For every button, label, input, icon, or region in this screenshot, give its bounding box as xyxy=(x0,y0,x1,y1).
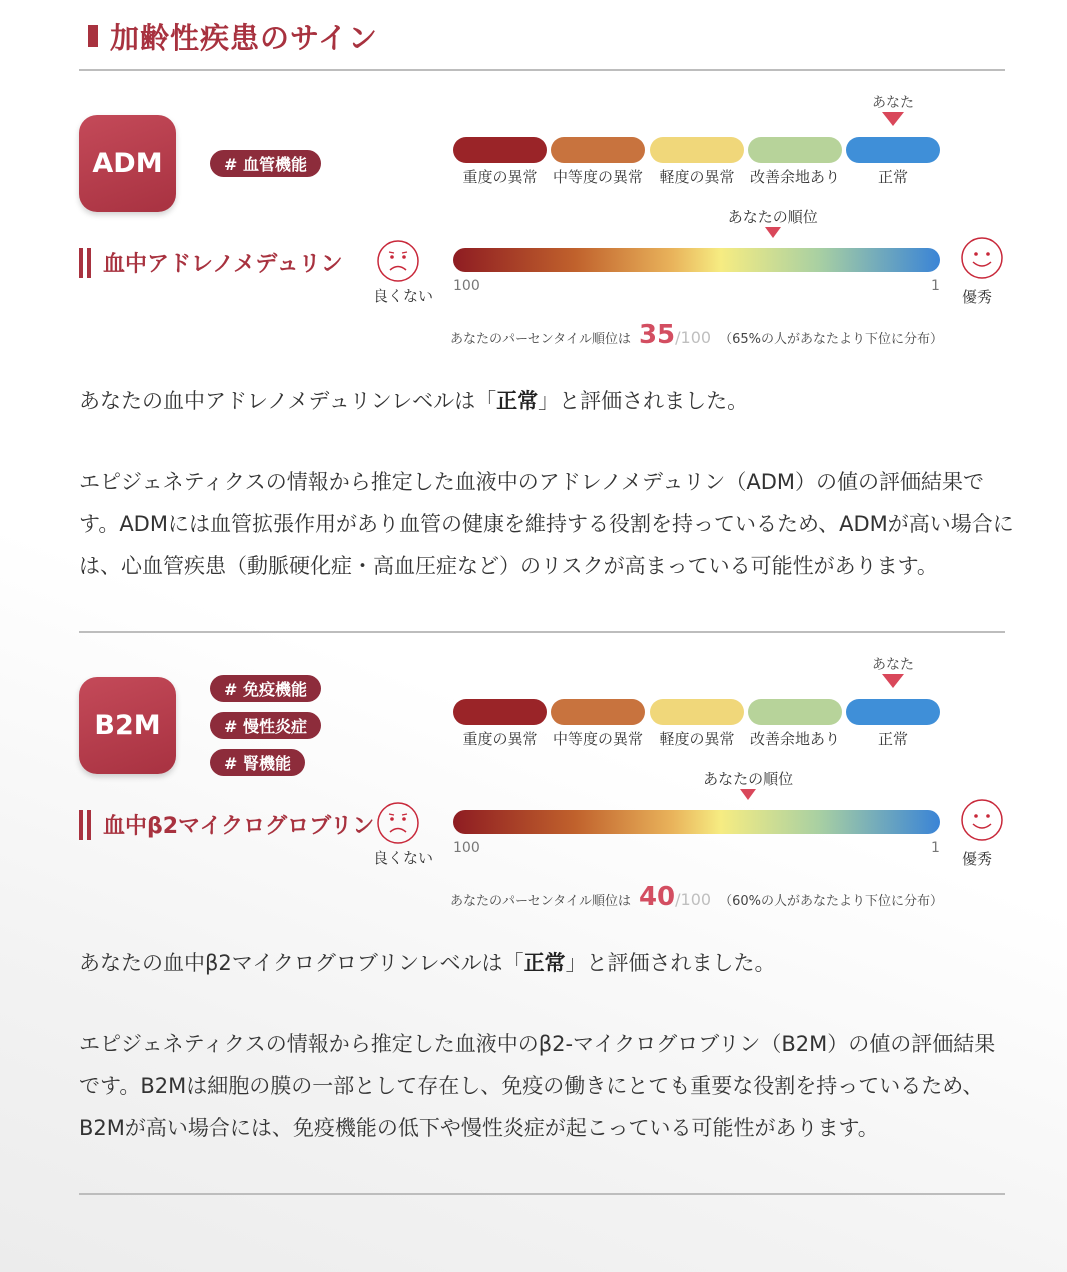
result-line: あなたの血中β2マイクログロブリンレベルは「正常」と評価されました。 xyxy=(79,951,776,975)
percentile-note: （65%の人があなたより下位に分布） xyxy=(719,332,943,347)
bad-label: 良くない xyxy=(373,287,434,305)
rank-label: あなたの順位 xyxy=(727,208,818,226)
you-label: あなた xyxy=(872,657,914,673)
you-pointer-icon xyxy=(882,674,904,688)
marker-name: 血中アドレノメデュリン xyxy=(103,252,343,277)
scale-right-tick: 1 xyxy=(931,278,940,294)
category-pill xyxy=(551,699,645,725)
you-pointer-icon xyxy=(882,112,904,126)
result-value: 正常 xyxy=(496,389,539,413)
sad-face-icon xyxy=(376,801,420,845)
category-pill xyxy=(453,137,547,163)
good-label: 優秀 xyxy=(961,850,992,868)
rank-pointer-icon xyxy=(765,227,781,238)
category-pill xyxy=(650,137,744,163)
result-value: 正常 xyxy=(523,951,566,975)
you-label: あなた xyxy=(872,95,914,111)
divider xyxy=(79,69,1005,71)
marker-description: エピジェネティクスの情報から推定した血液中のβ2-マイクログロブリン（B2M）の値の評価結果です。B2Mは細胞の膜の一部として存在し、免疫の働きにとても重要な役割を持っているため、B2Mが高い場合には、免疫機能の低下や慢性炎症が起こっている可能性があります。 xyxy=(79,1032,996,1140)
smile-face-icon xyxy=(960,236,1004,280)
divider xyxy=(79,631,1005,633)
category-label: 軽度の異常 xyxy=(659,168,735,186)
category-pill xyxy=(748,137,842,163)
category-pill xyxy=(650,699,744,725)
scale-right-tick: 1 xyxy=(931,840,940,856)
good-label: 優秀 xyxy=(961,288,992,306)
category-label: 重度の異常 xyxy=(462,168,538,186)
category-pill xyxy=(551,137,645,163)
sad-face-icon xyxy=(376,239,420,283)
smile-face-icon xyxy=(960,798,1004,842)
marker-tag: # 慢性炎症 xyxy=(210,712,321,739)
percentile-prefix: あなたのパーセンタイル順位は xyxy=(450,332,631,347)
marker-code-badge xyxy=(79,115,176,212)
category-label: 重度の異常 xyxy=(462,730,538,748)
percentile-prefix: あなたのパーセンタイル順位は xyxy=(450,894,631,909)
page-title-text: 加齢性疾患のサイン xyxy=(110,20,378,55)
marker-tag: # 血管機能 xyxy=(210,150,321,177)
divider xyxy=(79,1193,1005,1195)
marker-code: ADM xyxy=(92,148,163,179)
category-pill xyxy=(453,699,547,725)
percentile-row xyxy=(450,320,943,350)
marker-name-row xyxy=(79,247,343,278)
percentile-total: /100 xyxy=(675,890,712,909)
rank-pointer-icon xyxy=(740,789,756,800)
scale-left-tick: 100 xyxy=(453,840,480,856)
category-label: 中等度の異常 xyxy=(552,168,643,186)
scale-left-tick: 100 xyxy=(453,278,480,294)
category-label: 軽度の異常 xyxy=(659,730,735,748)
marker-tag: # 免疫機能 xyxy=(210,675,321,702)
marker-name-row xyxy=(79,809,374,840)
percentile-gradient-bar xyxy=(453,810,940,834)
bad-label: 良くない xyxy=(373,849,434,867)
title-marker xyxy=(88,25,98,47)
percentile-note: （60%の人があなたより下位に分布） xyxy=(719,894,943,909)
marker-tag: # 腎機能 xyxy=(210,749,305,776)
marker-name: 血中β2マイクログロブリン xyxy=(103,814,375,839)
result-line: あなたの血中アドレノメデュリンレベルは「正常」と評価されました。 xyxy=(79,389,749,413)
category-label: 改善余地あり xyxy=(749,730,840,748)
category-pill xyxy=(748,699,842,725)
percentile-total: /100 xyxy=(675,328,712,347)
page-title xyxy=(88,16,378,56)
category-label: 中等度の異常 xyxy=(552,730,643,748)
category-pill xyxy=(846,137,940,163)
category-label: 正常 xyxy=(877,730,908,748)
percentile-row xyxy=(450,882,943,912)
percentile-gradient-bar xyxy=(453,248,940,272)
marker-code-badge xyxy=(79,677,176,774)
percentile-value: 40 xyxy=(638,882,676,912)
rank-label: あなたの順位 xyxy=(703,770,794,788)
name-marker-bars xyxy=(79,248,91,278)
name-marker-bars xyxy=(79,810,91,840)
marker-code: B2M xyxy=(94,710,161,741)
percentile-value: 35 xyxy=(638,320,676,350)
category-label: 改善余地あり xyxy=(749,168,840,186)
category-pill xyxy=(846,699,940,725)
marker-description: エピジェネティクスの情報から推定した血液中のアドレノメデュリン（ADM）の値の評価結果です。ADMには血管拡張作用があり血管の健康を維持する役割を持っているため、ADMが高い場合には、心血管疾患（動脈硬化症・高血圧症など）のリスクが高まっている可能性があります。 xyxy=(79,470,1014,578)
category-label: 正常 xyxy=(877,168,908,186)
